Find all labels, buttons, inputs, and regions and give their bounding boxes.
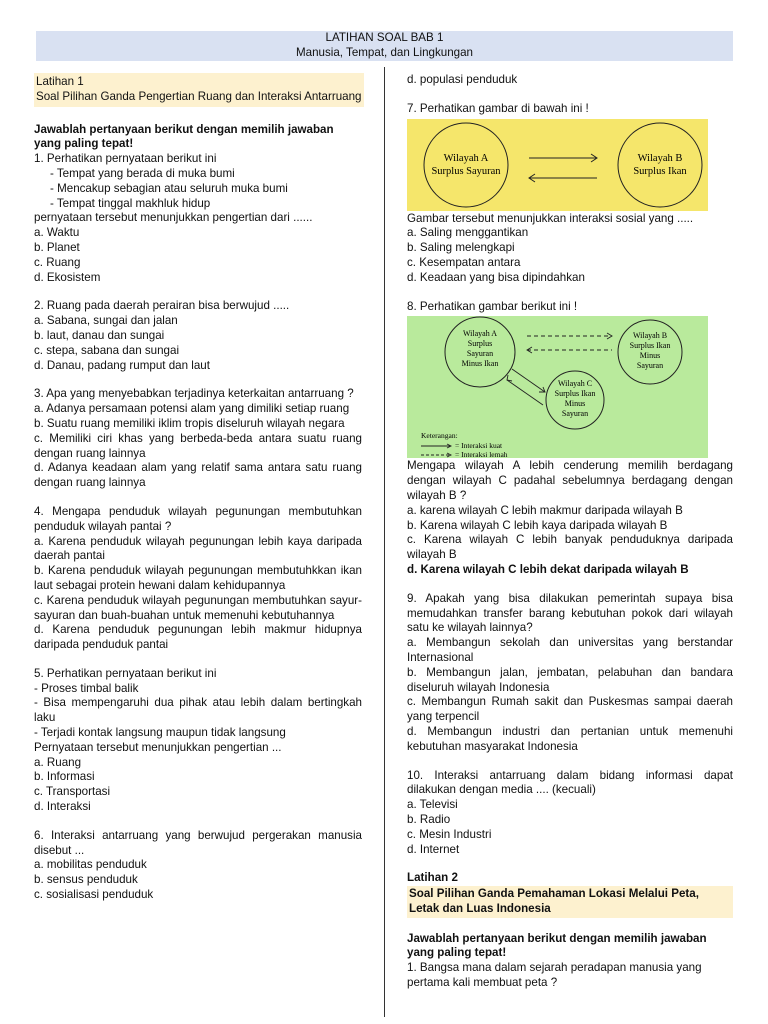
- region-c-line: Minus: [564, 399, 586, 409]
- answer-option[interactable]: c. Ruang: [34, 255, 81, 269]
- region-b-line: Surplus Ikan: [629, 341, 671, 351]
- answer-option[interactable]: c. Karena penduduk wilayah pegunungan membutuhkan sayur-sayuran dan buah-buahan untuk memenuhi kebutuhannya: [34, 593, 362, 622]
- question-stem-continued: Mengapa wilayah A lebih cenderung memilih berdagang dengan wilayah C padahal sebelumnya berdagang dengan wilayah B ?: [407, 459, 733, 502]
- question-1: [34, 152, 362, 285]
- answer-option[interactable]: d. Karena wilayah C lebih dekat daripada wilayah B: [407, 562, 689, 576]
- question-7: [407, 102, 733, 286]
- answer-option[interactable]: c. Transportasi: [34, 785, 111, 799]
- answer-option[interactable]: a. Membangun sekolah dan universitas yang berstandar Internasional: [407, 636, 733, 664]
- question-stem: 1. Bangsa mana dalam sejarah peradapan manusia yang pertama kali membuat peta ?: [407, 961, 702, 990]
- answer-option[interactable]: b. Membangun jalan, jembatan, pelabuhan dan bandara diseluruh wilayah Indonesia: [407, 665, 733, 694]
- answer-option[interactable]: c. Kesempatan antara: [407, 255, 521, 269]
- answer-option[interactable]: a. Karena penduduk wilayah pegunungan lebih kaya daripada daerah pantai: [34, 534, 362, 563]
- statement-item: - Terjadi kontak langsung maupun tidak langsung: [34, 726, 286, 740]
- statement-item: - Bisa mempengaruhi dua pihak atau lebih dalam bertingkah laku: [34, 696, 362, 725]
- legend-weak-label: = Interaksi lemah: [455, 450, 508, 459]
- question-9: [407, 592, 733, 755]
- question-stem: 4. Mengapa penduduk wilayah pegunungan membutuhkan penduduk wilayah pantai ?: [34, 504, 362, 533]
- answer-option[interactable]: a. karena wilayah C lebih makmur daripada wilayah B: [407, 503, 683, 517]
- latihan-2-label: Latihan 2: [407, 871, 458, 885]
- latihan-1-box: [34, 73, 364, 107]
- answer-option[interactable]: d. Interaksi: [34, 800, 91, 814]
- answer-option[interactable]: d. Karena penduduk pegunungan lebih makmur hidupnya daripada penduduk pantai: [34, 623, 362, 652]
- question-stem: 7. Perhatikan gambar di bawah ini !: [407, 101, 589, 115]
- statement-item: - Mencakup sebagian atau seluruh muka bumi: [50, 181, 288, 195]
- question-stem-continued: Pernyataan tersebut menunjukkan pengertian ...: [34, 740, 282, 754]
- question-stem: 5. Perhatikan pernyataan berikut ini: [34, 666, 217, 680]
- latihan-1-instruction: Jawablah pertanyaan berikut dengan memilih jawaban yang paling tepat!: [34, 122, 334, 151]
- region-b-label: Wilayah B: [637, 152, 683, 164]
- question-stem: 8. Perhatikan gambar berikut ini !: [407, 299, 578, 313]
- document-subtitle: Manusia, Tempat, dan Lingkungan: [295, 45, 474, 59]
- region-a-line: Minus Ikan: [461, 359, 499, 369]
- region-b-line: Sayuran: [636, 361, 664, 371]
- answer-option[interactable]: a. Televisi: [407, 798, 458, 812]
- document-header: [36, 31, 733, 61]
- column-divider: [384, 67, 385, 1017]
- question-8: [407, 300, 733, 578]
- statement-item: - Tempat yang berada di muka bumi: [50, 166, 235, 180]
- answer-option[interactable]: b. Planet: [34, 240, 80, 254]
- figure-wilayah-abc: [407, 316, 733, 458]
- question-2: [34, 299, 362, 373]
- right-column: [407, 73, 733, 991]
- answer-option[interactable]: a. Ruang: [34, 755, 82, 769]
- answer-option[interactable]: a. Saling menggantikan: [407, 226, 529, 240]
- answer-option[interactable]: d. Ekosistem: [34, 270, 101, 284]
- answer-option[interactable]: c. Mesin Industri: [407, 827, 492, 841]
- question-10: [407, 769, 733, 858]
- answer-option[interactable]: c. sosialisasi penduduk: [34, 888, 154, 902]
- answer-option[interactable]: c. Memiliki ciri khas yang berbeda-beda antara suatu ruang dengan ruang lainnya: [34, 431, 362, 460]
- question-stem: 3. Apa yang menyebabkan terjadinya keterkaitan antarruang ?: [34, 387, 354, 401]
- latihan-1-title: Soal Pilihan Ganda Pengertian Ruang dan Interaksi Antarruang: [36, 89, 362, 103]
- question-stem: 1. Perhatikan pernyataan berikut ini: [34, 152, 217, 166]
- region-a-sublabel: Surplus Sayuran: [431, 165, 501, 177]
- question-stem: 9. Apakah yang bisa dilakukan pemerintah supaya bisa memudahkan transfer barang kebutuhan pokok dari wilayah satu ke wilayah lainnya?: [407, 591, 733, 635]
- answer-option[interactable]: a. Adanya persamaan potensi alam yang dimiliki setiap ruang: [34, 402, 350, 416]
- question-stem: 10. Interaksi antarruang dalam bidang informasi dapat dilakukan dengan media .... (kecuali): [407, 768, 733, 797]
- region-c-line: Sayuran: [561, 409, 589, 419]
- question-6: [34, 829, 362, 903]
- region-c-line: Surplus Ikan: [554, 389, 596, 399]
- question-3: [34, 387, 362, 491]
- question-stem-continued: Gambar tersebut menunjukkan interaksi sosial yang .....: [407, 211, 694, 225]
- region-b-sublabel: Surplus Ikan: [633, 165, 687, 177]
- answer-option[interactable]: b. Suatu ruang memiliki iklim tropis diseluruh wilayah negara: [34, 416, 345, 430]
- answer-option[interactable]: c. Karena wilayah C lebih banyak penduduknya daripada wilayah B: [407, 533, 733, 562]
- region-a-line: Surplus: [467, 339, 493, 349]
- answer-option[interactable]: b. Informasi: [34, 770, 95, 784]
- answer-option[interactable]: a. Sabana, sungai dan jalan: [34, 314, 178, 328]
- statement-item: - Tempat tinggal makhluk hidup: [50, 196, 211, 210]
- latihan-1-label: Latihan 1: [36, 75, 84, 88]
- answer-option[interactable]: b. sensus penduduk: [34, 873, 138, 887]
- region-a-line: Wilayah A: [462, 329, 498, 339]
- region-b-line: Minus: [639, 351, 661, 361]
- answer-option[interactable]: b. laut, danau dan sungai: [34, 328, 165, 342]
- question-stem: 6. Interaksi antarruang yang berwujud pergerakan manusia disebut ...: [34, 828, 362, 857]
- figure-background: [407, 119, 708, 211]
- answer-option[interactable]: d. Keadaan yang bisa dipindahkan: [407, 270, 585, 284]
- question-4: [34, 505, 362, 653]
- answer-option[interactable]: a. mobilitas penduduk: [34, 858, 147, 872]
- region-a-label: Wilayah A: [443, 152, 489, 164]
- question-stem-continued: pernyataan tersebut menunjukkan pengertian dari ......: [34, 211, 313, 225]
- answer-option[interactable]: b. Karena penduduk wilayah pegunungan membutuhkkan ikan laut sebagai protein hewani dalam kehidupannya: [34, 564, 362, 592]
- legend-strong-label: = Interaksi kuat: [455, 441, 503, 451]
- question-stem: 2. Ruang pada daerah perairan bisa berwujud .....: [34, 299, 290, 313]
- statement-item: - Proses timbal balik: [34, 681, 139, 695]
- answer-option[interactable]: d. Internet: [407, 842, 460, 856]
- answer-option[interactable]: b. Karena wilayah C lebih kaya daripada wilayah B: [407, 518, 668, 532]
- answer-option[interactable]: a. Waktu: [34, 226, 80, 240]
- answer-option[interactable]: d. Adanya keadaan alam yang relatif sama antara satu ruang dengan ruang lainnya: [34, 461, 362, 490]
- answer-option[interactable]: c. stepa, sabana dan sungai: [34, 343, 180, 357]
- question-5: [34, 667, 362, 815]
- legend-title: Keterangan:: [421, 431, 458, 441]
- region-a-line: Sayuran: [466, 349, 494, 359]
- question-11: [407, 961, 733, 991]
- figure-wilayah-ab: [407, 119, 733, 211]
- answer-option[interactable]: d. populasi penduduk: [407, 73, 518, 86]
- latihan-2-title: Soal Pilihan Ganda Pemahaman Lokasi Melalui Peta, Letak dan Luas Indonesia: [407, 886, 733, 918]
- document-title: LATIHAN SOAL BAB 1: [325, 31, 444, 44]
- answer-option[interactable]: c. Membangun Rumah sakit dan Puskesmas sampai daerah yang terpencil: [407, 695, 733, 724]
- answer-option[interactable]: d. Membangun industri dan pertanian untuk memenuhi kebutuhan masyarakat Indonesia: [407, 724, 733, 753]
- left-column: [34, 73, 362, 903]
- region-b-line: Wilayah B: [632, 331, 668, 341]
- answer-option[interactable]: b. Radio: [407, 812, 451, 826]
- answer-option[interactable]: d. Danau, padang rumput dan laut: [34, 358, 210, 372]
- region-c-line: Wilayah C: [557, 379, 593, 389]
- answer-option[interactable]: b. Saling melengkapi: [407, 241, 515, 255]
- latihan-2-instruction: Jawablah pertanyaan berikut dengan memilih jawaban yang paling tepat!: [407, 931, 707, 960]
